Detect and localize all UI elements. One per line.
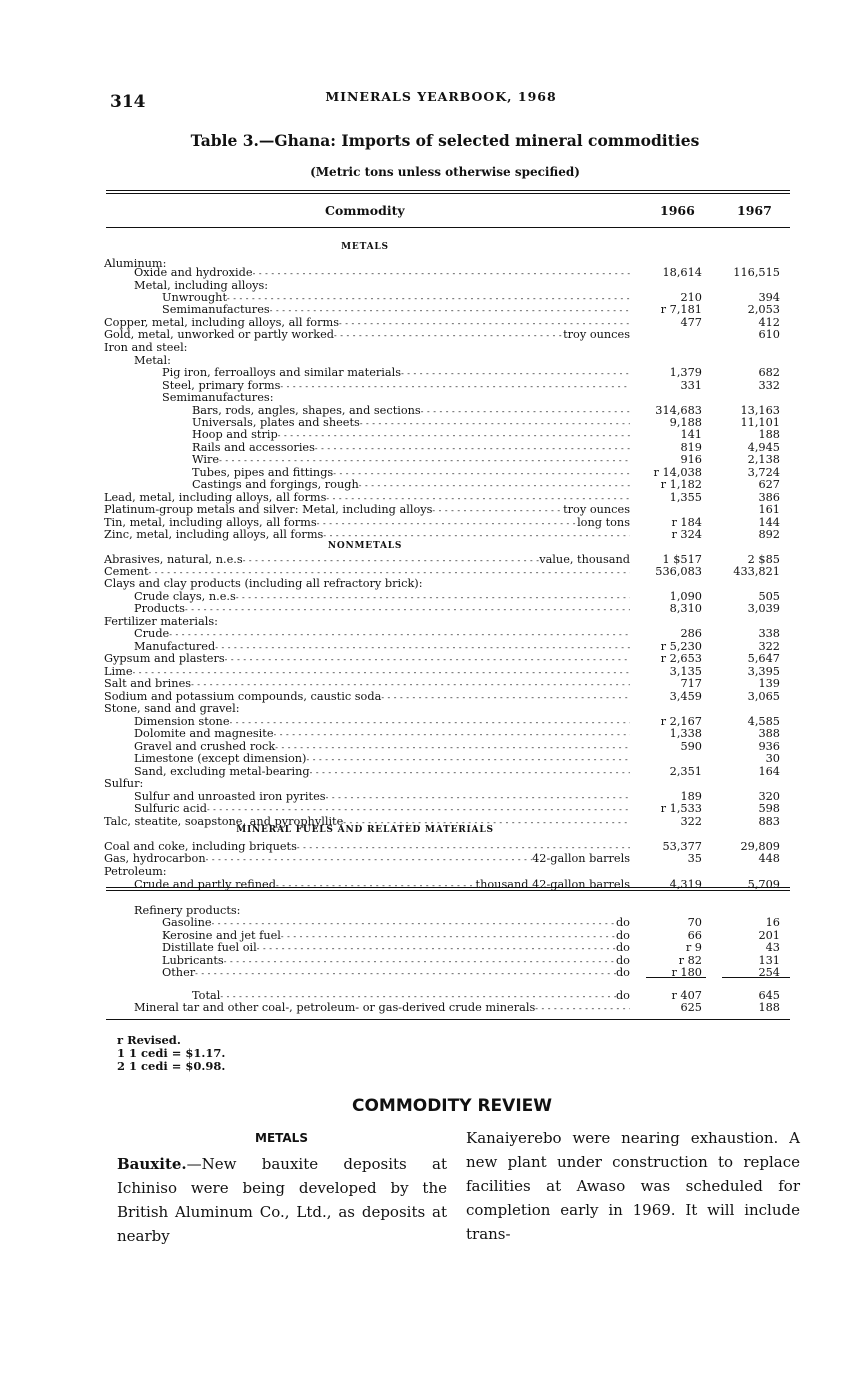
cell-1966: r 1,182	[660, 478, 702, 491]
row-label	[104, 816, 630, 829]
table-row	[0, 853, 862, 865]
table-row	[0, 728, 862, 740]
row-label	[134, 753, 630, 766]
row-label-text: Sulfur and unroasted iron pyrites	[134, 791, 326, 803]
row-label	[134, 803, 630, 816]
row-label-text: Gold, metal, unworked or partly worked	[104, 329, 335, 341]
table-row	[0, 517, 862, 529]
row-unit: do	[615, 942, 630, 954]
cell-1966: r 184	[671, 516, 702, 529]
bauxite-text: —New bauxite deposits at Ichiniso were being developed by the British Aluminum Co., Ltd., as deposits at nearby	[117, 1155, 447, 1245]
row-label	[104, 578, 423, 590]
leader-dots	[535, 1002, 630, 1015]
cell-1967: 3,065	[747, 690, 780, 703]
table-row	[0, 703, 862, 715]
cell-1967: 144	[758, 516, 780, 529]
row-label	[104, 529, 630, 542]
row-label	[104, 678, 630, 691]
row-label-text: Copper, metal, including alloys, all forms	[104, 317, 340, 329]
cell-1966: 322	[680, 815, 702, 828]
cell-1967: 338	[758, 627, 780, 640]
leader-dots	[169, 628, 630, 641]
row-label-text: Refinery products:	[134, 905, 241, 917]
section-fuels: MINERAL FUELS AND RELATED MATERIALS	[236, 825, 494, 835]
cell-1966: 1 $517	[662, 553, 702, 566]
leader-dots	[401, 367, 630, 380]
leader-dots	[334, 329, 563, 342]
cell-1966: 18,614	[662, 266, 702, 279]
table-row	[0, 479, 862, 491]
table-subtitle: (Metric tons unless otherwise specified)	[310, 165, 580, 179]
cell-1966: 70	[687, 916, 702, 929]
cell-1966: 331	[680, 379, 702, 392]
cell-1967: 4,585	[747, 715, 780, 728]
row-label-text: Iron and steel:	[104, 342, 188, 354]
leader-dots	[191, 678, 630, 691]
footnote-revised: r Revised.	[117, 1033, 181, 1047]
row-unit: troy ounces	[563, 504, 630, 516]
row-label-text: Sulfuric acid	[134, 803, 207, 815]
row-label	[134, 1002, 630, 1015]
cell-1966: 286	[680, 627, 702, 640]
cell-1966: r 5,230	[660, 640, 702, 653]
leader-dots	[257, 942, 616, 955]
table-row	[0, 504, 862, 516]
table-row	[0, 990, 862, 1002]
cell-1967: 3,039	[747, 602, 780, 615]
table-row	[0, 304, 862, 316]
row-label	[162, 304, 630, 317]
table-row	[0, 866, 862, 878]
cell-1966: 53,377	[662, 840, 702, 853]
cell-1966: 314,683	[655, 404, 702, 417]
table-row	[0, 905, 862, 917]
row-label-text: Dimension stone	[134, 716, 230, 728]
row-unit: do	[615, 955, 630, 967]
leader-dots	[432, 504, 563, 517]
row-label-text: Sand, excluding metal-bearing	[134, 766, 310, 778]
cell-1966: 8,310	[669, 602, 702, 615]
cell-1966: r 1,533	[660, 802, 702, 815]
leader-dots	[343, 816, 630, 829]
leader-dots	[212, 917, 616, 930]
table-row	[0, 442, 862, 454]
leader-dots	[359, 479, 630, 492]
cell-1967: 139	[758, 677, 780, 690]
cell-1966: 477	[680, 316, 702, 329]
table-title: Table 3.—Ghana: Imports of selected mineral commodities	[190, 131, 700, 150]
cell-1967: 936	[758, 740, 780, 753]
row-label-text: Aluminum:	[104, 258, 167, 270]
page-number: 314	[110, 92, 146, 112]
header-bottom-rule	[106, 227, 790, 228]
table-row	[0, 603, 862, 615]
row-label	[192, 479, 630, 492]
table-top-rule	[106, 190, 790, 191]
cell-1967: 394	[758, 291, 780, 304]
total-rule-1967	[722, 977, 790, 978]
leader-dots	[219, 454, 630, 467]
row-label-text: Cement	[104, 566, 149, 578]
row-label	[104, 342, 188, 354]
row-label-text: Lead, metal, including alloys, all forms	[104, 492, 327, 504]
table-row	[0, 342, 862, 354]
row-label-text: Dolomite and magnesite	[134, 728, 274, 740]
table-row	[0, 678, 862, 690]
row-label-text: Oxide and hydroxide	[134, 267, 253, 279]
row-label-text: Coal and coke, including briquets	[104, 841, 297, 853]
row-label-text: Semimanufactures:	[162, 392, 274, 404]
leader-dots	[195, 967, 616, 980]
cell-1966: 590	[680, 740, 702, 753]
cell-1967: 188	[758, 1001, 780, 1014]
row-label-text: Petroleum:	[104, 866, 167, 878]
cell-1966: 189	[680, 790, 702, 803]
table-row	[0, 766, 862, 778]
cell-1966: 625	[680, 1001, 702, 1014]
row-label	[162, 392, 274, 404]
table-row	[0, 405, 862, 417]
section-nonmetals: NONMETALS	[327, 541, 403, 551]
cell-1967: 892	[758, 528, 780, 541]
table-row	[0, 591, 862, 603]
cell-1967: 13,163	[740, 404, 780, 417]
table-row	[0, 616, 862, 628]
table-row	[0, 529, 862, 541]
table-row	[0, 566, 862, 578]
commodity-review-title: COMMODITY REVIEW	[351, 1096, 553, 1116]
row-label	[192, 454, 630, 467]
row-label-text: Metal, including alloys:	[134, 280, 269, 292]
cell-1966: 819	[680, 441, 702, 454]
cell-1967: 16	[765, 916, 780, 929]
row-unit: 42-gallon barrels	[532, 853, 630, 865]
row-label-text: Salt and brines	[104, 678, 192, 690]
cell-1967: 164	[758, 765, 780, 778]
row-label-text: Kerosine and jet fuel	[162, 930, 281, 942]
table-row	[0, 329, 862, 341]
cell-1967: 2,138	[747, 453, 780, 466]
cell-1967: 412	[758, 316, 780, 329]
table-row	[0, 716, 862, 728]
row-label-text: Sulfur:	[104, 778, 144, 790]
row-label-text: Abrasives, natural, n.e.s	[104, 554, 243, 566]
cell-1967: 448	[758, 852, 780, 865]
row-label-text: Mineral tar and other coal-, petroleum- or gas-derived crude minerals	[134, 1002, 536, 1014]
table-row	[0, 280, 862, 292]
running-head: MINERALS YEARBOOK, 1968	[325, 89, 557, 104]
cell-1967: 433,821	[733, 565, 780, 578]
cell-1966: 4,319	[669, 878, 702, 891]
row-label-text: Universals, plates and sheets	[192, 417, 360, 429]
row-label-text: Gasoline	[162, 917, 212, 929]
cell-1967: 332	[758, 379, 780, 392]
row-label-text: Pig iron, ferroalloys and similar materials	[162, 367, 402, 379]
row-label-text: Hoop and strip	[192, 429, 278, 441]
table-row	[0, 429, 862, 441]
table-row	[0, 753, 862, 765]
leader-dots	[323, 529, 630, 542]
cell-1966: 1,379	[669, 366, 702, 379]
row-unit: long tons	[577, 517, 630, 529]
row-label-text: Products	[134, 603, 185, 615]
cell-1967: 254	[758, 966, 780, 979]
row-label-text: Lubricants	[162, 955, 224, 967]
row-label-text: Tin, metal, including alloys, all forms	[104, 517, 317, 529]
bauxite-lead: Bauxite.	[117, 1155, 187, 1173]
row-label-text: Rails and accessories	[192, 442, 315, 454]
cell-1966: 1,355	[669, 491, 702, 504]
row-label	[104, 866, 167, 878]
cell-1967: 388	[758, 727, 780, 740]
section-metals: METALS	[341, 242, 389, 252]
cell-1966: r 9	[685, 941, 702, 954]
row-label-text: Bars, rods, angles, shapes, and sections	[192, 405, 421, 417]
footnote-1: 1 1 cedi = $1.17.	[117, 1046, 226, 1060]
col-header-1966: 1966	[660, 203, 695, 218]
cell-1967: 116,515	[733, 266, 780, 279]
row-label	[134, 628, 630, 641]
row-unit: do	[615, 930, 630, 942]
table-row	[0, 841, 862, 853]
cell-1967: 610	[758, 328, 780, 341]
row-label-text: Stone, sand and gravel:	[104, 703, 240, 715]
cell-1967: 320	[758, 790, 780, 803]
cell-1966: 3,459	[669, 690, 702, 703]
row-label	[134, 267, 630, 280]
cell-1967: 30	[765, 752, 780, 765]
cell-1966: 916	[680, 453, 702, 466]
cell-1967: 3,724	[747, 466, 780, 479]
cell-1966: 66	[687, 929, 702, 942]
row-label	[134, 603, 630, 616]
row-label	[134, 728, 630, 741]
row-label	[104, 504, 630, 517]
row-label-text: Gypsum and plasters	[104, 653, 225, 665]
table-row	[0, 666, 862, 678]
table-row	[0, 417, 862, 429]
row-label-text: Unwrought	[162, 292, 227, 304]
cell-1967: 43	[765, 941, 780, 954]
cell-1967: 386	[758, 491, 780, 504]
row-label	[192, 429, 630, 442]
table-row	[0, 778, 862, 790]
cell-1966: r 2,653	[660, 652, 702, 665]
leader-dots	[225, 653, 630, 666]
col-header-commodity: Commodity	[325, 203, 405, 218]
body-right-text: Kanaiyerebo were nearing exhaustion. A new plant under construction to replace facilities at Awaso was scheduled for completion early in 1969. It will include trans-	[466, 1129, 800, 1243]
row-label	[134, 905, 240, 917]
refinery-rule-2	[106, 890, 790, 891]
cell-1967: 2,053	[747, 303, 780, 316]
cell-1967: 11,101	[740, 416, 780, 429]
total-rule-1966	[646, 977, 706, 978]
cell-1967: 645	[758, 989, 780, 1002]
row-label	[104, 653, 630, 666]
body-right-column	[466, 1126, 800, 1246]
cell-1967: 682	[758, 366, 780, 379]
table-row	[0, 467, 862, 479]
cell-1966: 210	[680, 291, 702, 304]
body-left-column	[117, 1152, 447, 1248]
row-label-text: Steel, primary forms	[162, 380, 281, 392]
row-label-text: Crude and partly refined	[134, 879, 276, 891]
cell-1966: r 407	[671, 989, 702, 1002]
cell-1966: r 14,038	[653, 466, 702, 479]
table-row	[0, 1002, 862, 1014]
row-label	[104, 329, 630, 342]
table-row	[0, 803, 862, 815]
row-label	[162, 367, 630, 380]
cell-1967: 322	[758, 640, 780, 653]
row-label	[104, 616, 218, 628]
table-row	[0, 392, 862, 404]
table-row	[0, 267, 862, 279]
leader-dots	[185, 603, 630, 616]
table-row	[0, 816, 862, 828]
row-label	[162, 967, 630, 980]
row-label-text: Limestone (except dimension)	[134, 753, 307, 765]
cell-1966: 717	[680, 677, 702, 690]
table-row	[0, 930, 862, 942]
row-label-text: Gas, hydrocarbon	[104, 853, 206, 865]
table-row	[0, 578, 862, 590]
table-row	[0, 367, 862, 379]
row-label-text: Fertilizer materials:	[104, 616, 218, 628]
cell-1967: 598	[758, 802, 780, 815]
leader-dots	[253, 267, 630, 280]
row-label-text: Sodium and potassium compounds, caustic soda	[104, 691, 382, 703]
cell-1967: 29,809	[740, 840, 780, 853]
table-row	[0, 454, 862, 466]
cell-1967: 627	[758, 478, 780, 491]
table-row	[0, 653, 862, 665]
row-label-text: Total	[192, 990, 221, 1002]
leader-dots	[206, 853, 532, 866]
row-label	[134, 355, 171, 367]
row-label-text: Manufactured	[134, 641, 216, 653]
row-label	[162, 942, 630, 955]
row-label	[104, 853, 630, 866]
row-label-text: Tubes, pipes and fittings	[192, 467, 334, 479]
table-row	[0, 380, 862, 392]
cell-1967: 505	[758, 590, 780, 603]
row-label	[162, 917, 630, 930]
row-label-text: Crude clays, n.e.s	[134, 591, 236, 603]
cell-1966: 35	[687, 852, 702, 865]
row-label-text: Distillate fuel oil	[162, 942, 257, 954]
col-header-1967: 1967	[737, 203, 772, 218]
row-unit: do	[615, 990, 630, 1002]
cell-1967: 201	[758, 929, 780, 942]
row-label-text: Semimanufactures	[162, 304, 270, 316]
row-label-text: Gravel and crushed rock	[134, 741, 276, 753]
table-row	[0, 691, 862, 703]
row-label-text: Lime	[104, 666, 133, 678]
table-row	[0, 741, 862, 753]
cell-1966: 9,188	[669, 416, 702, 429]
cell-1967: 5,709	[747, 878, 780, 891]
table-row	[0, 628, 862, 640]
cell-1966: r 7,181	[660, 303, 702, 316]
leader-dots	[207, 803, 630, 816]
row-unit: thousand 42-gallon barrels	[475, 879, 630, 891]
row-label-text: Talc, steatite, soapstone, and pyrophyllite	[104, 816, 344, 828]
row-label-text: Platinum-group metals and silver: Metal, including alloys	[104, 504, 433, 516]
cell-1966: 3,135	[669, 665, 702, 678]
row-label-text: Metal:	[134, 355, 171, 367]
table-row	[0, 791, 862, 803]
cell-1967: 883	[758, 815, 780, 828]
table-row	[0, 641, 862, 653]
cell-1966: 536,083	[655, 565, 702, 578]
row-unit: do	[615, 917, 630, 929]
cell-1967: 188	[758, 428, 780, 441]
table-top-rule-2	[106, 193, 790, 194]
table-bottom-rule	[106, 1019, 790, 1020]
row-unit: value, thousand	[539, 554, 630, 566]
row-label-text: Wire	[192, 454, 220, 466]
row-label-text: Other	[162, 967, 196, 979]
footnote-2: 2 1 cedi = $0.98.	[117, 1059, 226, 1073]
table-row	[0, 955, 862, 967]
cell-1966: r 82	[678, 954, 702, 967]
cell-1967: 5,647	[747, 652, 780, 665]
row-label-text: Zinc, metal, including alloys, all forms	[104, 529, 324, 541]
row-label-text: Castings and forgings, rough	[192, 479, 359, 491]
row-label	[134, 280, 268, 292]
cell-1966: 2,351	[669, 765, 702, 778]
table-row	[0, 492, 862, 504]
row-label-text: Crude	[134, 628, 170, 640]
table-row	[0, 317, 862, 329]
row-label	[104, 703, 240, 715]
cell-1966: r 180	[671, 966, 702, 979]
cell-1967: 3,395	[747, 665, 780, 678]
cell-1966: 1,090	[669, 590, 702, 603]
leader-dots	[274, 728, 630, 741]
cell-1967: 131	[758, 954, 780, 967]
table-row	[0, 355, 862, 367]
cell-1966: r 2,167	[660, 715, 702, 728]
cell-1967: 161	[758, 503, 780, 516]
table-row	[0, 292, 862, 304]
row-label	[104, 778, 143, 790]
cell-1966: r 324	[671, 528, 702, 541]
row-label-text: Clays and clay products (including all refractory brick):	[104, 578, 423, 590]
row-unit: troy ounces	[563, 329, 630, 341]
cell-1966: 141	[680, 428, 702, 441]
leader-dots	[278, 429, 630, 442]
cell-1966: 1,338	[669, 727, 702, 740]
cell-1967: 2 $85	[747, 553, 780, 566]
cell-1967: 4,945	[747, 441, 780, 454]
leader-dots	[270, 304, 630, 317]
refinery-rule	[106, 887, 790, 888]
row-unit: do	[615, 967, 630, 979]
table-row	[0, 942, 862, 954]
metals-heading: METALS	[255, 1131, 308, 1145]
table-row	[0, 917, 862, 929]
leader-dots	[306, 753, 630, 766]
